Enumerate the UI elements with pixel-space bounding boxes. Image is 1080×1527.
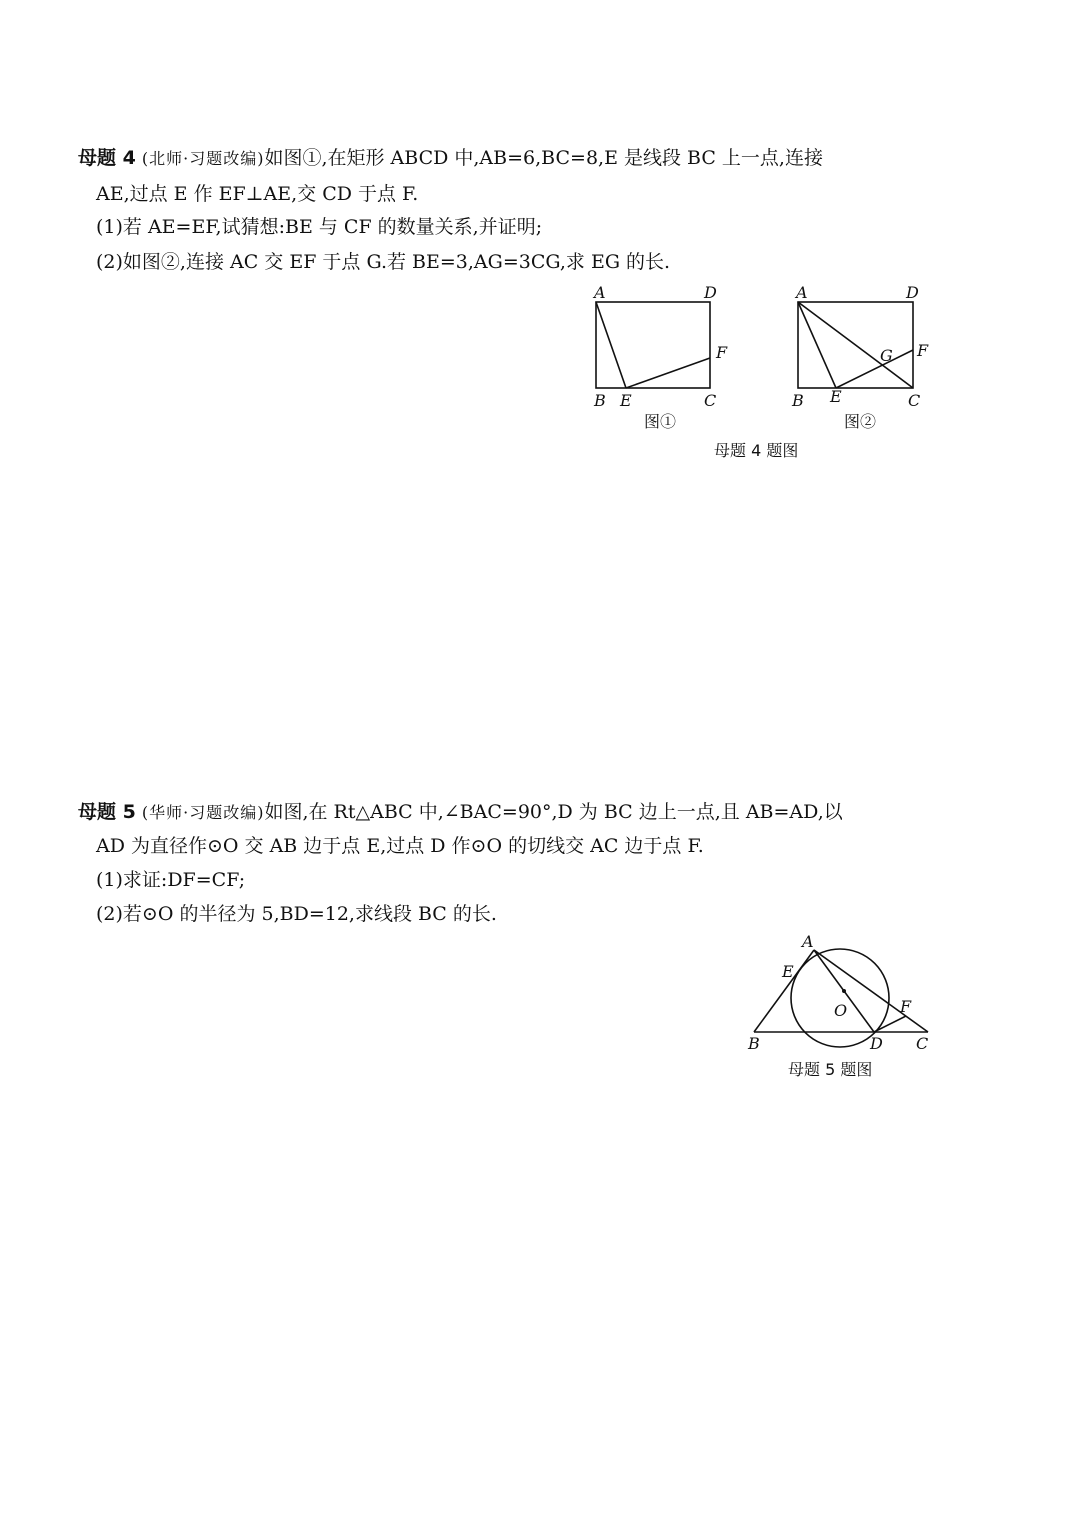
- fig1-point-f: F: [716, 343, 728, 362]
- fig1-point-d: D: [704, 283, 717, 302]
- segment-ac: [814, 950, 928, 1032]
- fig5-point-o: O: [834, 1001, 848, 1020]
- fig5-point-f: F: [900, 997, 912, 1016]
- fig5-point-b: B: [748, 1034, 760, 1053]
- problem-4-figure-caption: 母题 4 题图: [714, 441, 799, 460]
- fig2-point-d: D: [906, 283, 919, 302]
- fig2-point-c: C: [908, 391, 921, 410]
- rectangle-abcd: [596, 302, 710, 388]
- problem-5-stem-line-1: [78, 800, 843, 825]
- fig5-point-e: E: [782, 962, 794, 981]
- problem-5-stem-text-1: 如图,在 Rt△ABC 中,∠BAC=90°,D 为 BC 边上一点,且 AB=AD,以: [264, 801, 843, 823]
- figure-1: [596, 302, 710, 388]
- figure-2: [798, 302, 913, 388]
- problem-4-source: (北师·习题改编): [141, 149, 265, 168]
- segment-ac: [798, 302, 913, 388]
- fig1-point-e: E: [620, 391, 632, 410]
- fig2-caption: 图②: [844, 412, 877, 431]
- problem-5-stem-line-2: AD 为直径作⊙O 交 AB 边于点 E,过点 D 作⊙O 的切线交 AC 边于点 F.: [96, 835, 704, 857]
- problem-5-label: 母题 5: [78, 801, 136, 823]
- problem-5-question-1: (1)求证:DF=CF;: [96, 869, 246, 891]
- fig2-point-b: B: [792, 391, 804, 410]
- fig1-caption: 图①: [644, 412, 677, 431]
- problem-5-source: (华师·习题改编): [141, 803, 265, 822]
- fig5-point-a: A: [802, 932, 814, 951]
- fig5-point-c: C: [916, 1034, 929, 1053]
- fig1-point-c: C: [704, 391, 717, 410]
- problem-5-figure-caption: 母题 5 题图: [788, 1060, 873, 1079]
- segment-ef-2: [836, 350, 913, 388]
- problem-4-label: 母题 4: [78, 147, 136, 169]
- fig2-point-f: F: [917, 341, 929, 360]
- fig1-point-b: B: [594, 391, 606, 410]
- segment-ef: [626, 358, 710, 388]
- fig2-point-a: A: [796, 283, 808, 302]
- problem-4-stem-text-1: 如图①,在矩形 ABCD 中,AB=6,BC=8,E 是线段 BC 上一点,连接: [264, 147, 823, 169]
- problem-5-question-2: (2)若⊙O 的半径为 5,BD=12,求线段 BC 的长.: [96, 903, 497, 925]
- fig1-point-a: A: [594, 283, 606, 302]
- fig5-point-d: D: [870, 1034, 883, 1053]
- center-point-o: [842, 989, 846, 993]
- problem-4-figure: [580, 278, 940, 468]
- problem-4-question-1: (1)若 AE=EF,试猜想:BE 与 CF 的数量关系,并证明;: [96, 216, 543, 238]
- problem-4-stem-line-2: AE,过点 E 作 EF⊥AE,交 CD 于点 F.: [96, 183, 419, 205]
- segment-ae-2: [798, 302, 836, 388]
- problem-4-stem-line-1: [78, 146, 823, 171]
- problem-4-question-2: (2)如图②,连接 AC 交 EF 于点 G.若 BE=3,AG=3CG,求 EG 的长.: [96, 251, 671, 273]
- problem-5-figure: [740, 930, 940, 1085]
- fig2-point-g: G: [880, 346, 893, 365]
- segment-ae: [596, 302, 626, 388]
- segment-df: [874, 1016, 906, 1032]
- fig2-point-e: E: [830, 387, 842, 406]
